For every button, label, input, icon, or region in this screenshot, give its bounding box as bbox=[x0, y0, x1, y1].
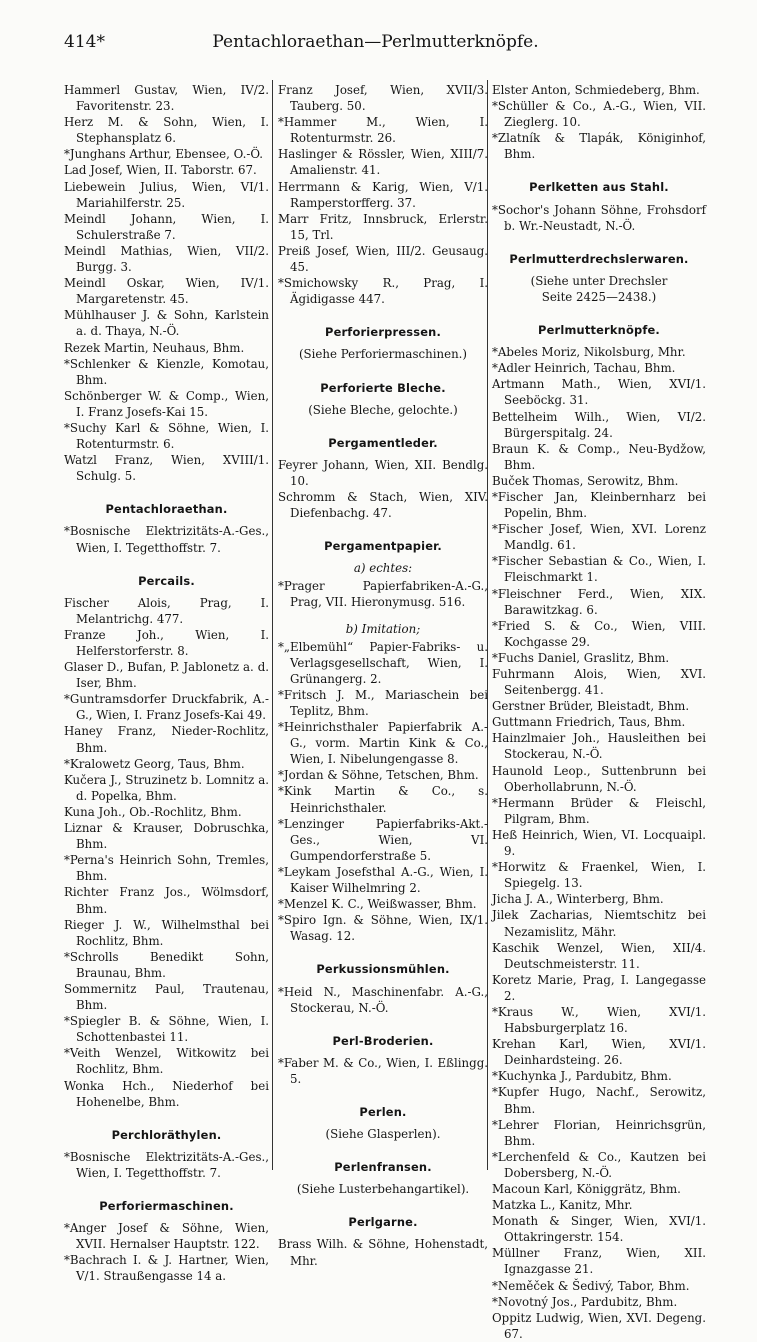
directory-entry: *Spiro Ign. & Söhne, Wien, IX/1. Wasag. 12. bbox=[278, 913, 488, 944]
running-title: Pentachloraethan—Perlmutterknöpfe. bbox=[212, 32, 539, 52]
directory-entry: Jilek Zacharias, Niemtschitz bei Nezamislitz, Mähr. bbox=[492, 908, 706, 939]
directory-entry: Müllner Franz, Wien, XII. Ignazgasse 21. bbox=[492, 1246, 706, 1277]
directory-entry: Hammerl Gustav, Wien, IV/2. Favoritenstr. 23. bbox=[64, 83, 269, 114]
directory-entry: Monath & Singer, Wien, XVI/1. Ottakringerstr. 154. bbox=[492, 1214, 706, 1245]
directory-entry: Rieger J. W., Wilhelmsthal bei Rochlitz, Bhm. bbox=[64, 917, 269, 948]
directory-entry: *Anger Josef & Söhne, Wien, XVII. Hernalser Hauptstr. 122. bbox=[64, 1221, 269, 1252]
directory-entry: *Lenzinger Papierfabriks-Akt.-Ges., Wien, VI. Gumpendorferstraße 5. bbox=[278, 816, 488, 863]
directory-entry: *Heid N., Maschinenfabr. A.-G., Stockerau, N.-Ö. bbox=[278, 984, 488, 1015]
section-heading: Perkussionsmühlen. bbox=[316, 962, 450, 977]
directory-entry: *Hammer M., Wien, I. Rotenturmstr. 26. bbox=[278, 115, 488, 146]
directory-entry: Krehan Karl, Wien, XVI/1. Deinhardsteing. 26. bbox=[492, 1037, 706, 1068]
entry-list bbox=[278, 639, 488, 945]
directory-entry: Meindl Oskar, Wien, IV/1. Margaretenstr. 45. bbox=[64, 276, 269, 307]
entry-list bbox=[278, 1055, 488, 1087]
directory-entry: Liznar & Krauser, Dobruschka, Bhm. bbox=[64, 821, 269, 852]
page-number: 414* bbox=[64, 32, 105, 52]
directory-entry: *Hermann Brüder & Fleischl, Pilgram, Bhm. bbox=[492, 795, 706, 826]
directory-entry: Feyrer Johann, Wien, XII. Bendlg. 10. bbox=[278, 457, 488, 488]
entry-list bbox=[278, 984, 488, 1016]
directory-entry: *Kink Martin & Co., s. Heinrichsthaler. bbox=[278, 784, 488, 815]
directory-entry: Bettelheim Wilh., Wien, VI/2. Bürgerspitalg. 24. bbox=[492, 409, 706, 440]
directory-entry: *Faber M. & Co., Wien, I. Eßlingg. 5. bbox=[278, 1055, 488, 1086]
entry-list bbox=[64, 1149, 269, 1181]
directory-entry: Meindl Mathias, Wien, VII/2. Burgg. 3. bbox=[64, 243, 269, 275]
cross-reference: (Siehe Lusterbehangartikel). bbox=[296, 1182, 470, 1197]
entry-list bbox=[278, 578, 488, 610]
directory-entry: *Suchy Karl & Söhne, Wien, I. Rotenturmstr. 6. bbox=[64, 420, 269, 452]
section-heading: Perforiermaschinen. bbox=[99, 1199, 234, 1213]
directory-entry: Braun K. & Comp., Neu-Bydžow, Bhm. bbox=[492, 441, 706, 472]
directory-entry: Haney Franz, Nieder-Rochlitz, Bhm. bbox=[64, 724, 269, 755]
section-heading: Perchloräthylen. bbox=[111, 1127, 222, 1142]
directory-entry: Schönberger W. & Comp., Wien, I. Franz Josefs-Kai 15. bbox=[64, 388, 269, 419]
directory-entry: *Fischer Sebastian & Co., Wien, I. Fleischmarkt 1. bbox=[492, 554, 706, 585]
directory-entry: *Guntramsdorfer Druckfabrik, A.-G., Wien, I. Franz Josefs-Kai 49. bbox=[64, 692, 269, 723]
entry-list bbox=[492, 344, 706, 1342]
directory-entry: *Kraus W., Wien, XVI/1. Habsburgerplatz 16. bbox=[492, 1004, 706, 1036]
directory-entry: *Lehrer Florian, Heinrichsgrün, Bhm. bbox=[492, 1117, 706, 1148]
directory-entry: *Prager Papierfabriken-A.-G., Prag, VII. Hieronymusg. 516. bbox=[278, 579, 488, 610]
directory-entry: Franz Josef, Wien, XVII/3. Tauberg. 50. bbox=[278, 83, 488, 114]
directory-entry: Fuhrmann Alois, Wien, XVI. Seitenbergg. 41. bbox=[492, 667, 706, 698]
section-heading: Perforierte Bleche. bbox=[320, 380, 446, 395]
directory-entry: Heß Heinrich, Wien, VI. Locquaipl. 9. bbox=[492, 827, 706, 859]
entry-list bbox=[64, 82, 269, 484]
directory-entry: *Bosnische Elektrizitäts-A.-Ges., Wien, I. Tegetthoffstr. 7. bbox=[64, 1149, 269, 1180]
directory-entry: *Neměček & Šedivý, Tabor, Bhm. bbox=[492, 1278, 690, 1293]
directory-entry: Sommernitz Paul, Trautenau, Bhm. bbox=[64, 981, 269, 1013]
directory-entry: *Heinrichsthaler Papierfabrik A.-G., vorm. Martin Kink & Co., Wien, I. Nibelungengasse 8. bbox=[278, 720, 488, 767]
directory-entry: Matzka L., Kanitz, Mhr. bbox=[492, 1198, 633, 1213]
directory-entry: *Kuchynka J., Pardubitz, Bhm. bbox=[492, 1069, 672, 1084]
directory-entry: *Fried S. & Co., Wien, VIII. Kochgasse 29. bbox=[492, 618, 706, 649]
section-heading: Perlmutterknöpfe. bbox=[538, 323, 660, 338]
subheading: b) Imitation; bbox=[345, 621, 421, 636]
directory-entry: *Smichowsky R., Prag, I. Ägidigasse 447. bbox=[278, 276, 488, 307]
entry-list bbox=[64, 595, 269, 1110]
page-header bbox=[64, 28, 687, 58]
section-heading: Perlen. bbox=[359, 1104, 407, 1119]
cross-reference: (Siehe Bleche, gelochte.) bbox=[308, 402, 458, 417]
directory-entry: *Lerchenfeld & Co., Kautzen bei Dobersberg, N.-Ö. bbox=[492, 1149, 706, 1180]
directory-entry: Hainzlmaier Joh., Hausleithen bei Stockerau, N.-Ö. bbox=[492, 731, 706, 762]
directory-entry: *Veith Wenzel, Witkowitz bei Rochlitz, Bhm. bbox=[64, 1046, 269, 1077]
directory-entry: Buček Thomas, Serowitz, Bhm. bbox=[492, 473, 679, 488]
directory-entry: Preiß Josef, Wien, III/2. Geusaug. 45. bbox=[278, 243, 488, 275]
section-heading: Perlmutterdrechslerwaren. bbox=[509, 251, 689, 266]
directory-entry: Wonka Hch., Niederhof bei Hohenelbe, Bhm. bbox=[64, 1078, 269, 1109]
entry-list bbox=[64, 523, 269, 555]
section-heading: Perforierpressen. bbox=[325, 325, 441, 340]
directory-entry: *Abeles Moriz, Nikolsburg, Mhr. bbox=[492, 345, 686, 360]
directory-entry: Franze Joh., Wien, I. Helferstorferstr. 8. bbox=[64, 627, 269, 658]
column-1 bbox=[64, 82, 269, 1284]
directory-entry: Kuna Joh., Ob.-Rochlitz, Bhm. bbox=[64, 804, 242, 819]
directory-entry: *Zlatník & Tlapák, Königinhof, Bhm. bbox=[492, 131, 706, 162]
directory-entry: *Fischer Josef, Wien, XVI. Lorenz Mandlg. 61. bbox=[492, 522, 706, 553]
entry-list bbox=[64, 1220, 269, 1284]
section-heading: Perlenfransen. bbox=[334, 1160, 432, 1175]
directory-entry: Schromm & Stach, Wien, XIV. Diefenbachg. 47. bbox=[278, 489, 488, 521]
directory-entry: Gerstner Brüder, Bleistadt, Bhm. bbox=[492, 699, 690, 714]
directory-entry: *Bachrach I. & J. Hartner, Wien, V/1. Straußengasse 14 a. bbox=[64, 1253, 269, 1284]
subheading: a) echtes: bbox=[353, 561, 413, 576]
entry-list bbox=[492, 82, 706, 162]
directory-entry: Guttmann Friedrich, Taus, Bhm. bbox=[492, 715, 686, 730]
directory-entry: *Fischer Jan, Kleinbernharz bei Popelin, Bhm. bbox=[492, 489, 706, 521]
directory-entry: *Schlenker & Kienzle, Komotau, Bhm. bbox=[64, 356, 269, 387]
directory-entry: Lad Josef, Wien, II. Taborstr. 67. bbox=[64, 163, 257, 178]
directory-entry: Haunold Leop., Suttenbrunn bei Oberhollabrunn, N.-Ö. bbox=[492, 763, 706, 794]
entry-list bbox=[278, 457, 488, 521]
cross-reference: Seite 2425—2438.) bbox=[541, 289, 657, 304]
directory-entry: Artmann Math., Wien, XVI/1. Seeböckg. 31. bbox=[492, 377, 706, 408]
directory-entry: Koretz Marie, Prag, I. Langegasse 2. bbox=[492, 972, 706, 1003]
directory-entry: Kaschik Wenzel, Wien, XII/4. Deutschmeisterstr. 11. bbox=[492, 940, 706, 971]
section-heading: Pergamentpapier. bbox=[324, 539, 442, 554]
directory-entry: Mühlhauser J. & Sohn, Karlstein a. d. Thaya, N.-Ö. bbox=[64, 308, 269, 339]
section-heading: Perl-Broderien. bbox=[332, 1033, 434, 1048]
cross-reference: (Siehe unter Drechsler bbox=[530, 273, 668, 288]
section-heading: Pentachloraethan. bbox=[105, 502, 228, 517]
directory-entry: *Adler Heinrich, Tachau, Bhm. bbox=[492, 361, 676, 376]
directory-entry: *Fritsch J. M., Mariaschein bei Teplitz, Bhm. bbox=[278, 687, 488, 718]
directory-entry: *Menzel K. C., Weißwasser, Bhm. bbox=[278, 897, 477, 912]
directory-entry: *Junghans Arthur, Ebensee, O.-Ö. bbox=[64, 147, 264, 162]
directory-entry: Liebewein Julius, Wien, VI/1. Mariahilferstr. 25. bbox=[64, 179, 269, 210]
directory-entry: Jicha J. A., Winterberg, Bhm. bbox=[492, 892, 664, 907]
directory-entry: *Kralowetz Georg, Taus, Bhm. bbox=[64, 756, 245, 771]
directory-entry: Marr Fritz, Innsbruck, Erlerstr. 15, Trl. bbox=[278, 211, 488, 242]
entry-list bbox=[278, 1236, 488, 1268]
directory-entry: Oppitz Ludwig, Wien, XVI. Degeng. 67. bbox=[492, 1310, 706, 1341]
directory-entry: *Leykam Josefsthal A.-G., Wien, I. Kaiser Wilhelmring 2. bbox=[278, 864, 488, 896]
directory-entry: *Novotný Jos., Pardubitz, Bhm. bbox=[492, 1294, 678, 1309]
directory-entry: Herrmann & Karig, Wien, V/1. Ramperstorfferg. 37. bbox=[278, 179, 488, 210]
directory-entry: *Spiegler B. & Söhne, Wien, I. Schottenbastei 11. bbox=[64, 1014, 269, 1045]
section-heading: Percails. bbox=[138, 573, 195, 588]
section-heading: Perlketten aus Stahl. bbox=[529, 180, 669, 195]
directory-entry: *Fleischner Ferd., Wien, XIX. Barawitzkag. 6. bbox=[492, 586, 706, 617]
directory-entry: *Schrolls Benedikt Sohn, Braunau, Bhm. bbox=[64, 949, 269, 980]
column-3 bbox=[492, 82, 706, 1341]
directory-entry: *„Elbemühl“ Papier-Fabriks- u. Verlagsgesellschaft, Wien, I. Grünangerg. 2. bbox=[278, 639, 488, 686]
cross-reference: (Siehe Perforiermaschinen.) bbox=[298, 347, 468, 362]
directory-entry: *Schüller & Co., A.-G., Wien, VII. Zieglerg. 10. bbox=[492, 99, 706, 130]
directory-entry: Richter Franz Jos., Wölmsdorf, Bhm. bbox=[64, 885, 269, 916]
directory-entry: Brass Wilh. & Söhne, Hohenstadt, Mhr. bbox=[278, 1237, 488, 1268]
entry-list bbox=[492, 202, 706, 234]
directory-entry: Elster Anton, Schmiedeberg, Bhm. bbox=[492, 83, 700, 97]
directory-entry: *Kupfer Hugo, Nachf., Serowitz, Bhm. bbox=[492, 1085, 706, 1116]
directory-entry: Fischer Alois, Prag, I. Melantrichg. 477. bbox=[64, 595, 269, 626]
cross-reference: (Siehe Glasperlen). bbox=[325, 1127, 441, 1142]
directory-entry: Haslinger & Rössler, Wien, XIII/7. Amalienstr. 41. bbox=[278, 147, 488, 178]
directory-entry: *Fuchs Daniel, Graslitz, Bhm. bbox=[492, 650, 670, 665]
directory-entry: Meindl Johann, Wien, I. Schulerstraße 7. bbox=[64, 211, 269, 242]
column-2 bbox=[278, 82, 488, 1268]
directory-entry: Rezek Martin, Neuhaus, Bhm. bbox=[64, 340, 245, 355]
directory-entry: Herz M. & Sohn, Wien, I. Stephansplatz 6. bbox=[64, 115, 269, 146]
section-heading: Perlgarne. bbox=[348, 1215, 418, 1230]
directory-entry: *Jordan & Söhne, Tetschen, Bhm. bbox=[278, 768, 479, 783]
directory-entry: Glaser D., Bufan, P. Jablonetz a. d. Iser, Bhm. bbox=[64, 660, 269, 691]
directory-entry: Watzl Franz, Wien, XVIII/1. Schulg. 5. bbox=[64, 453, 269, 484]
directory-entry: Macoun Karl, Königgrätz, Bhm. bbox=[492, 1182, 681, 1196]
directory-entry: *Horwitz & Fraenkel, Wien, I. Spiegelg. 13. bbox=[492, 860, 706, 891]
directory-entry: *Perna's Heinrich Sohn, Tremles, Bhm. bbox=[64, 853, 269, 884]
directory-entry: *Sochor's Johann Söhne, Frohsdorf b. Wr.-Neustadt, N.-Ö. bbox=[492, 202, 706, 233]
directory-entry: Kučera J., Struzinetz b. Lomnitz a. d. Popelka, Bhm. bbox=[64, 772, 269, 803]
entry-list bbox=[278, 82, 488, 307]
directory-entry: *Bosnische Elektrizitäts-A.-Ges., Wien, I. Tegetthoffstr. 7. bbox=[64, 524, 269, 555]
section-heading: Pergamentleder. bbox=[328, 435, 438, 450]
column-divider bbox=[272, 80, 273, 1170]
